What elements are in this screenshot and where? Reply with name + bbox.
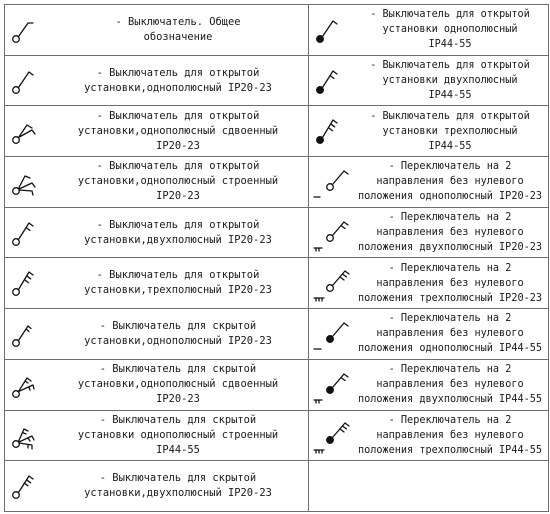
- legend-row: [5, 258, 549, 309]
- legend-cell-right: [309, 258, 549, 309]
- symbol-description: - Переключатель на 2 направления без нулевого положения двухполюсный IP44-55: [357, 364, 542, 406]
- legend-cell-left: [5, 410, 309, 461]
- changeover-1pole-ip44-icon: [309, 310, 355, 358]
- switch-open-2pole-icon: [5, 209, 51, 257]
- legend-cell-right: [309, 5, 549, 56]
- legend-cell-left: [5, 55, 309, 106]
- legend-row: [5, 461, 549, 512]
- changeover-1pole-ip20-icon: [309, 158, 355, 206]
- symbol-description: - Переключатель на 2 направления без нулевого положения трехполюсный IP20-23: [357, 262, 542, 304]
- symbol-description: - Выключатель для открытой установки,трехполюсный IP20-23: [84, 269, 272, 297]
- symbol-description: - Выключатель для скрытой установки,двухполюсный IP20-23: [84, 472, 272, 500]
- legend-cell-right: [309, 106, 549, 157]
- legend-cell-left: [5, 5, 309, 56]
- symbol-description: - Выключатель для скрытой установки однополюсный строенный IP44-55: [77, 413, 279, 456]
- symbol-description: - Выключатель для открытой установки двухполюсный IP44-55: [370, 60, 530, 102]
- legend-row: [5, 359, 549, 410]
- changeover-3pole-ip20-icon: [309, 259, 355, 307]
- symbol-description: - Выключатель для скрытой установки,однополюсный IP20-23: [84, 319, 272, 347]
- changeover-2pole-ip44-icon: [309, 361, 355, 409]
- legend-cell-right: [309, 309, 549, 360]
- switch-general-icon: [5, 6, 51, 54]
- legend-cell-right: [309, 461, 549, 512]
- legend-cell-left: [5, 258, 309, 309]
- legend-cell-right: [309, 207, 549, 258]
- legend-cell-left: [5, 106, 309, 157]
- legend-row: [5, 5, 549, 56]
- symbol-legend-table: [4, 4, 549, 512]
- legend-cell-left: [5, 207, 309, 258]
- legend-cell-left: [5, 461, 309, 512]
- symbol-description: - Выключатель для открытой установки,однополюсный IP20-23: [84, 66, 272, 94]
- legend-row: [5, 410, 549, 461]
- symbol-description: - Выключатель для открытой установки,однополюсный сдвоенный IP20-23: [77, 109, 279, 152]
- : [309, 462, 355, 510]
- legend-row: [5, 55, 549, 106]
- legend-row: [5, 106, 549, 157]
- legend-cell-right: [309, 157, 549, 208]
- switch-open-3pole-icon: [5, 259, 51, 307]
- legend-cell-left: [5, 309, 309, 360]
- switch-open-3pole-ip44-icon: [309, 107, 355, 155]
- symbol-description: - Переключатель на 2 направления без нулевого положения трехполюсный IP44-55: [357, 414, 542, 456]
- changeover-2pole-ip20-icon: [309, 209, 355, 257]
- switch-hidden-1pole-icon: [5, 310, 51, 358]
- legend-row: [5, 207, 549, 258]
- switch-hidden-1pole-double-icon: [5, 361, 51, 409]
- legend-row: [5, 157, 549, 208]
- switch-open-1pole-double-icon: [5, 107, 51, 155]
- symbol-description: - Переключатель на 2 направления без нулевого положения двухполюсный IP20-23: [357, 212, 542, 254]
- symbol-description: - Выключатель для открытой установки,двухполюсный IP20-23: [84, 218, 272, 246]
- symbol-description: - Выключатель для открытой установки трехполюсный IP44-55: [370, 110, 530, 152]
- switch-open-1pole-icon: [5, 57, 51, 105]
- switch-open-1pole-triple-icon: [5, 158, 51, 206]
- symbol-description: - Выключатель. Общее обозначение: [115, 15, 241, 43]
- legend-cell-right: [309, 359, 549, 410]
- symbol-description: - Выключатель для открытой установки однополюсный IP44-55: [370, 9, 530, 51]
- symbol-description: - Выключатель для скрытой установки,однополюсный сдвоенный IP20-23: [77, 363, 279, 406]
- switch-hidden-2pole-icon: [5, 462, 51, 510]
- symbol-description: - Переключатель на 2 направления без нулевого положения однополюсный IP20-23: [357, 161, 542, 203]
- symbol-description: - Выключатель для открытой установки,однополюсный строенный IP20-23: [77, 160, 279, 203]
- symbol-description: - Переключатель на 2 направления без нулевого положения однополюсный IP44-55: [357, 313, 542, 355]
- changeover-3pole-ip44-icon: [309, 411, 355, 459]
- switch-hidden-1pole-triple-icon: [5, 411, 51, 459]
- legend-row: [5, 309, 549, 360]
- legend-cell-left: [5, 359, 309, 410]
- legend-cell-right: [309, 410, 549, 461]
- legend-cell-left: [5, 157, 309, 208]
- switch-open-1pole-ip44-icon: [309, 6, 355, 54]
- legend-cell-right: [309, 55, 549, 106]
- switch-open-2pole-ip44-icon: [309, 57, 355, 105]
